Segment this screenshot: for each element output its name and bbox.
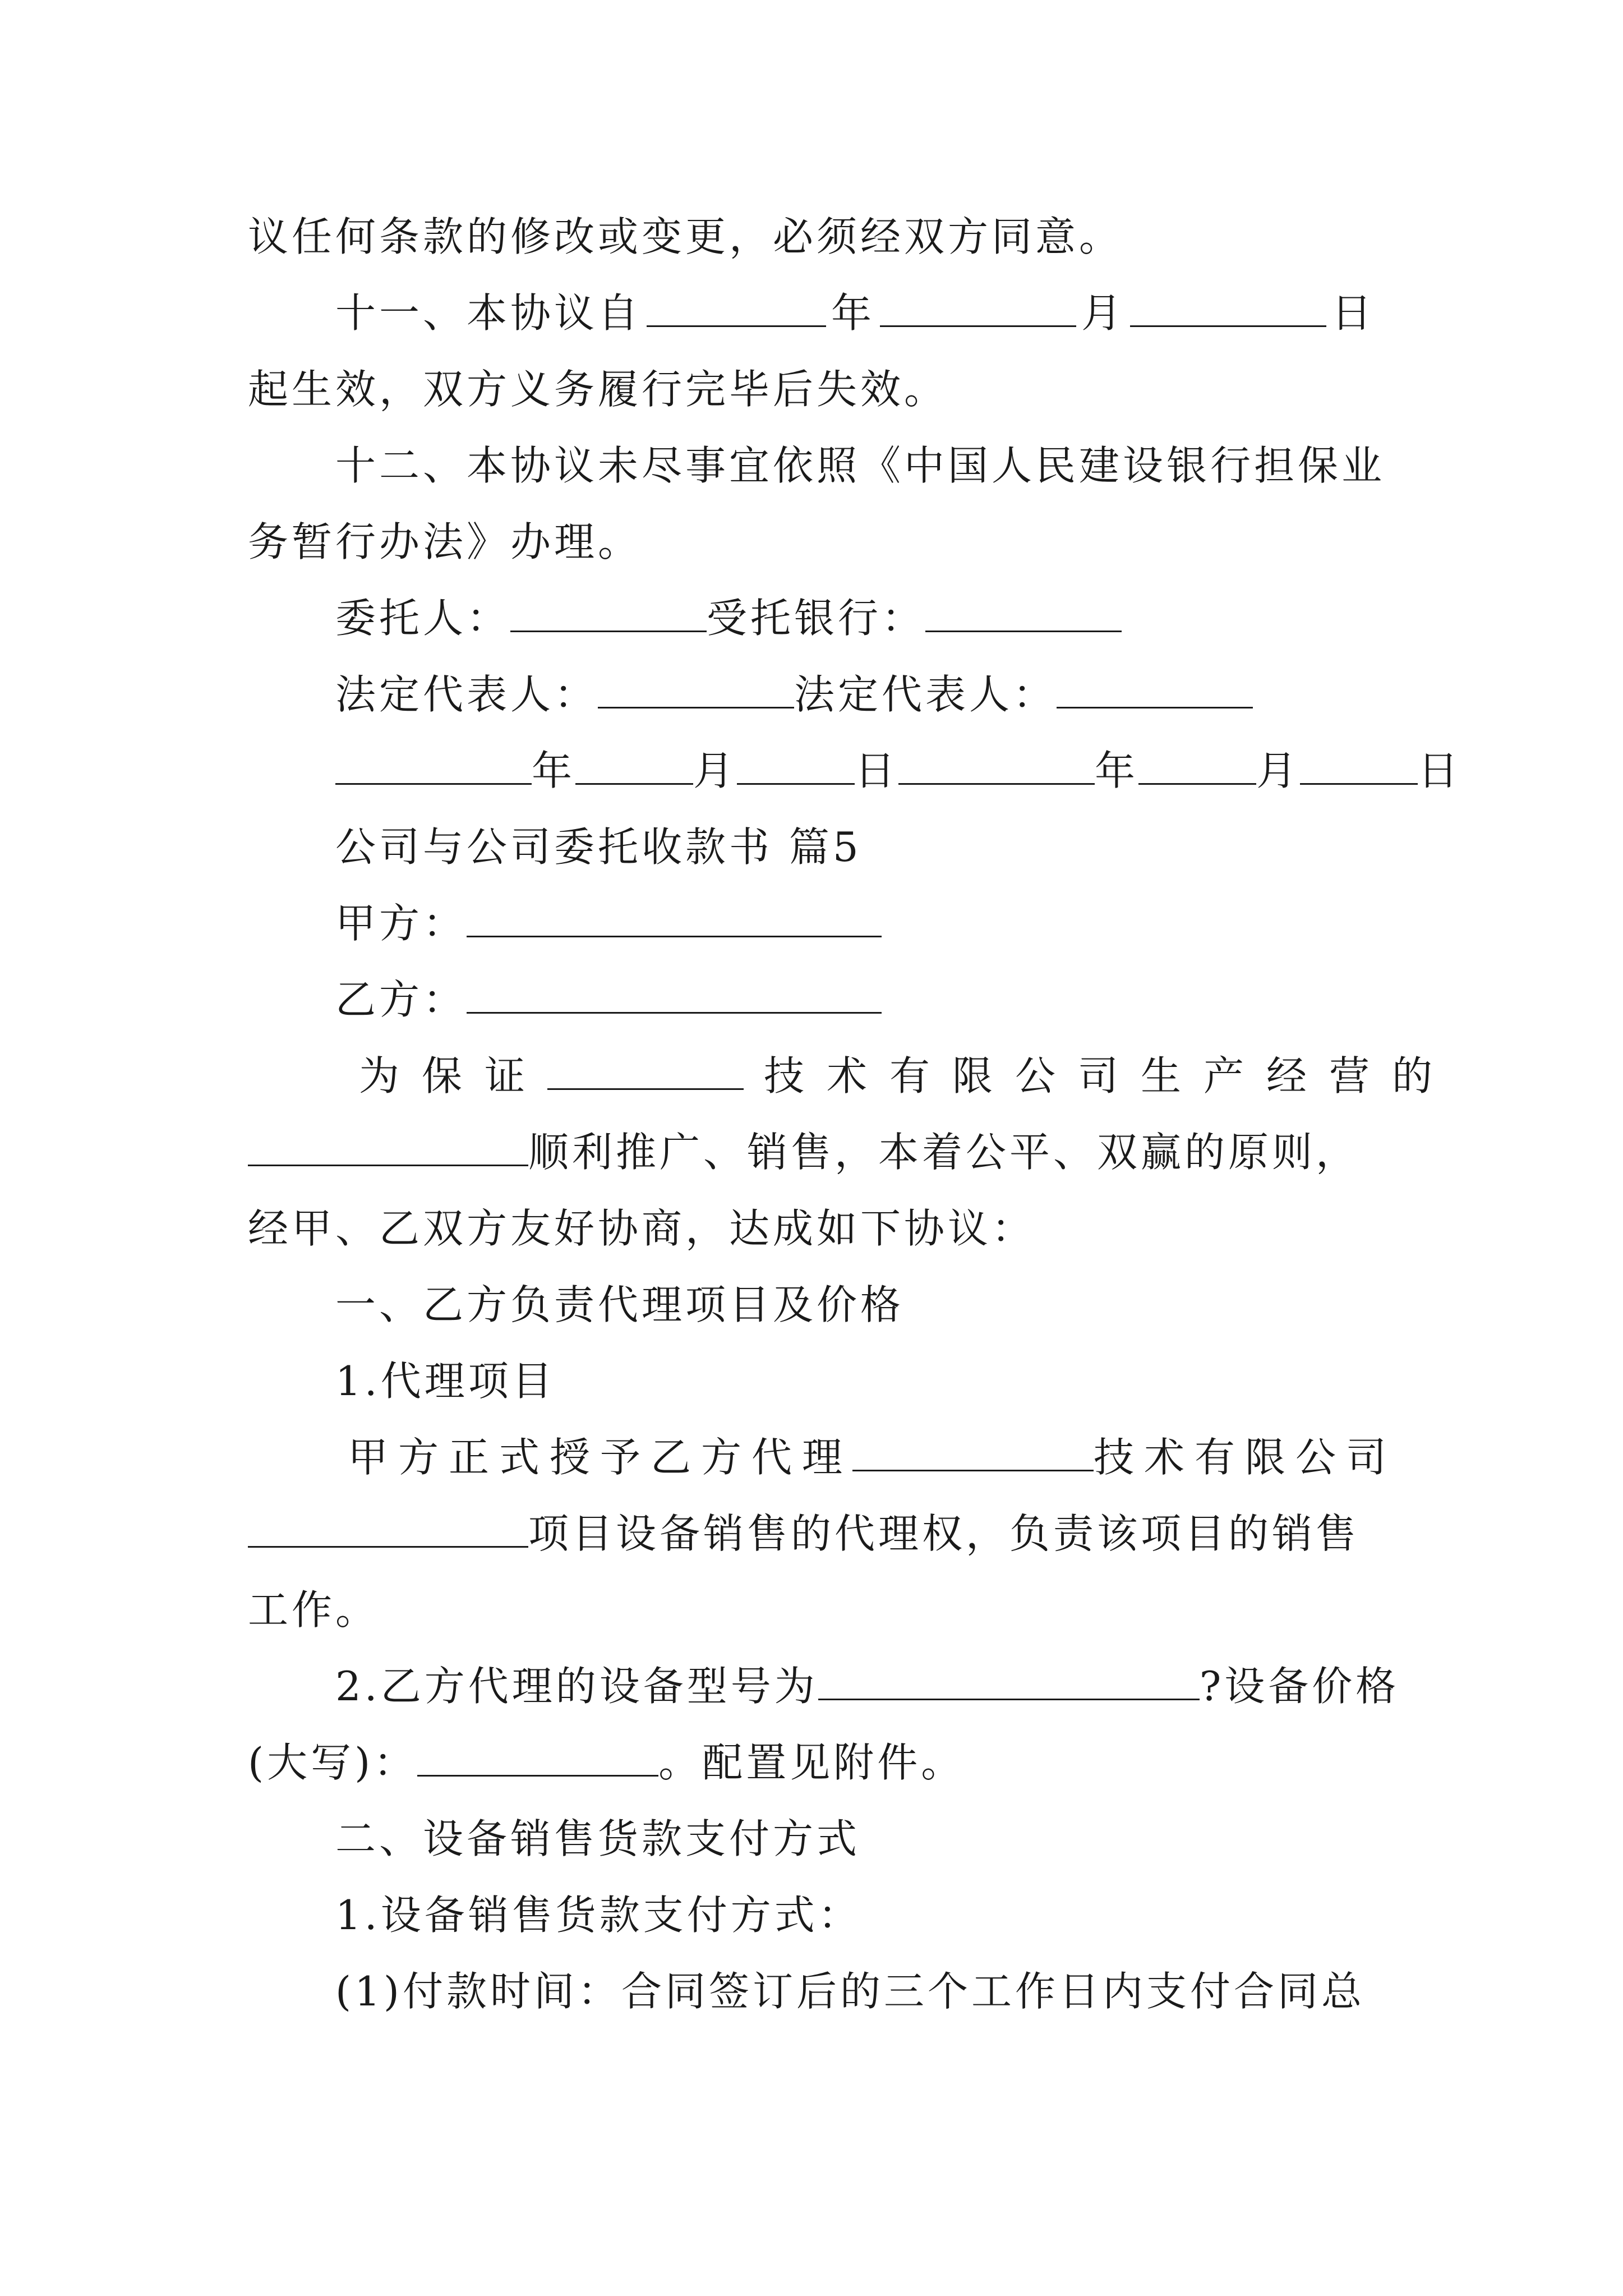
text: 法定代表人： <box>794 671 1057 718</box>
text: 月 <box>1256 747 1301 794</box>
signature-line <box>335 656 1463 733</box>
text: 工作。 <box>248 1586 380 1634</box>
blank-field <box>1300 744 1418 785</box>
text: 年 <box>831 289 875 337</box>
blank-field <box>898 744 1095 785</box>
text-line <box>248 504 1375 580</box>
text: 二、设备销售货款支付方式 <box>335 1815 861 1862</box>
effective-date-line <box>335 275 1375 351</box>
text-line <box>248 199 1375 275</box>
section-heading <box>335 1801 1463 1877</box>
text: ?设备价格 <box>1199 1663 1400 1710</box>
text: 甲方： <box>335 900 467 947</box>
text-line <box>335 1648 1463 1724</box>
party-b-line <box>335 961 1463 1038</box>
blank-field <box>598 668 794 708</box>
text: 技术有限公司 <box>1094 1434 1397 1481</box>
blank-field <box>575 744 693 785</box>
date-line <box>335 733 1463 809</box>
text: 日 <box>1418 747 1462 794</box>
text: 技术有限公司生产经营的 <box>764 1052 1455 1099</box>
text: 1.设备销售货款支付方式： <box>335 1892 862 1939</box>
blank-field <box>925 591 1122 632</box>
blank-field <box>467 973 882 1014</box>
text: 月 <box>1081 289 1125 337</box>
blank-field <box>880 286 1076 327</box>
text-line <box>248 1114 1375 1190</box>
text: 受托银行： <box>707 595 926 642</box>
text-line <box>248 1572 1375 1648</box>
text: (大写)： <box>248 1739 418 1786</box>
blank-field <box>737 744 855 785</box>
text: 委托人： <box>335 595 511 642</box>
text: 务暂行办法》办理。 <box>248 518 642 565</box>
text: 年 <box>532 747 576 794</box>
blank-field <box>852 1430 1094 1471</box>
text-line <box>248 1190 1375 1267</box>
blank-field <box>1138 744 1256 785</box>
text: 议任何条款的修改或变更，必须经双方同意。 <box>248 213 1123 260</box>
party-a-line <box>335 885 1463 961</box>
text-line <box>335 1953 1463 2030</box>
text: 十一、本协议自 <box>335 289 642 337</box>
text: 一、乙方负责代理项目及价格 <box>335 1281 905 1328</box>
text: 项目设备销售的代理权，负责该项目的销售 <box>528 1510 1360 1557</box>
text: 乙方： <box>335 976 467 1023</box>
text: 公司与公司委托收款书 篇5 <box>335 823 862 871</box>
text-line <box>248 1724 1375 1801</box>
text-line <box>248 351 1375 427</box>
text: 月 <box>693 747 737 794</box>
blank-field <box>1130 286 1326 327</box>
blank-field <box>417 1736 658 1777</box>
section-heading <box>335 809 1463 885</box>
blank-field <box>547 1049 744 1090</box>
text: 为保证 <box>359 1052 548 1099</box>
sub-heading <box>335 1877 1463 1953</box>
text: 2.乙方代理的设备型号为 <box>335 1663 818 1710</box>
text: 甲方正式授予乙方代理 <box>348 1434 853 1481</box>
signature-line <box>335 580 1463 656</box>
text: 1.代理项目 <box>335 1358 556 1405</box>
text-line <box>335 427 1463 504</box>
text: 。配置见附件。 <box>658 1739 965 1786</box>
sub-heading <box>335 1343 1463 1419</box>
blank-field <box>248 1125 528 1166</box>
text: 年 <box>1095 747 1139 794</box>
text: (1)付款时间：合同签订后的三个工作日内支付合同总 <box>335 1968 1365 2015</box>
blank-field <box>647 286 826 327</box>
text-line <box>248 1496 1375 1572</box>
text: 日 <box>855 747 899 794</box>
blank-field <box>335 744 532 785</box>
text-line <box>348 1419 1397 1496</box>
text: 十二、本协议未尽事宜依照《中国人民建设银行担保业 <box>335 442 1386 489</box>
section-heading <box>335 1267 1463 1343</box>
blank-field <box>1057 668 1253 708</box>
blank-field <box>510 591 707 632</box>
text: 顺利推广、销售，本着公平、双赢的原则， <box>528 1129 1360 1176</box>
blank-field <box>467 896 882 937</box>
text-line <box>359 1038 1455 1114</box>
blank-field <box>248 1507 528 1548</box>
text: 经甲、乙双方友好协商，达成如下协议： <box>248 1205 1036 1252</box>
blank-field <box>818 1659 1200 1700</box>
text: 法定代表人： <box>335 671 598 718</box>
text: 起生效，双方义务履行完毕后失效。 <box>248 366 948 413</box>
text: 日 <box>1331 289 1375 337</box>
